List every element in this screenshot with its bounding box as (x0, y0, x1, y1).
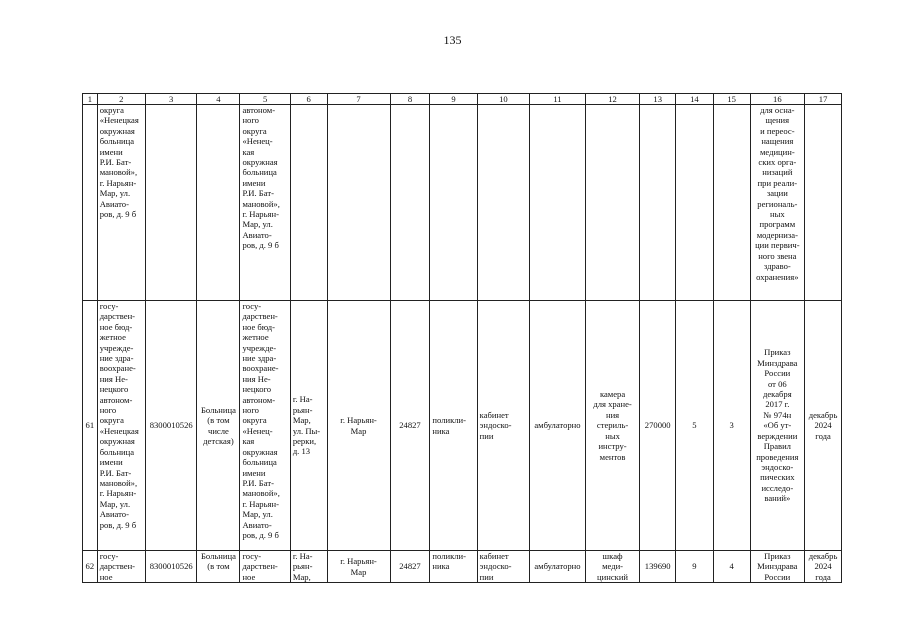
cell-text-line: воохране- (242, 363, 279, 374)
cell-text-line: больница (99, 136, 135, 147)
cell-text-line: Мар, ул. (99, 188, 131, 199)
cell-text-line: № 974н (763, 409, 792, 420)
cell-text-line: воохране- (99, 363, 136, 374)
table-cell (327, 301, 390, 551)
cell-text-line: детская) (203, 435, 234, 446)
column-number-cell: 7 (327, 94, 390, 105)
cell-text-line: меди- (602, 561, 624, 572)
column-number-cell: 3 (145, 94, 196, 105)
cell-text-line: пии (479, 571, 494, 582)
column-number-cell: 16 (750, 94, 805, 105)
cell-text-line: Мар (350, 425, 367, 436)
table-cell (290, 301, 327, 551)
cell-text-line: госу- (99, 551, 119, 561)
cell-text-line: 4 (729, 561, 734, 572)
cell-text-line: поликли- (432, 551, 467, 561)
cell-text-line: госу- (99, 301, 119, 311)
cell-text-line: ное (99, 571, 113, 582)
table-cell (240, 301, 290, 551)
table-cell (197, 301, 240, 551)
cell-text-line: имени (242, 177, 266, 188)
column-number-cell: 11 (530, 94, 586, 105)
cell-text-line: окружная (242, 157, 278, 168)
cell-text-line: ваний» (764, 493, 791, 504)
cell-text-line: эндоско- (479, 561, 512, 572)
column-number-cell: 1 (83, 94, 98, 105)
cell-text-line: региональ- (757, 198, 798, 209)
table-cell (430, 551, 477, 583)
cell-text-line: ции первич- (755, 240, 800, 251)
cell-text-line: Мар, ул. (242, 219, 273, 230)
table-cell (145, 301, 196, 551)
table-cell (585, 105, 640, 301)
cell-text-line: 61 (85, 420, 95, 431)
cell-text-line: Минздрава (757, 561, 798, 572)
cell-text-line: округа (242, 415, 267, 426)
cell-text-line: г. Нарьян- (99, 177, 137, 188)
table-cell (805, 301, 842, 551)
cell-text-line: исследо- (761, 482, 794, 493)
column-number-cell: 6 (290, 94, 327, 105)
table-cell (327, 551, 390, 583)
table-cell (805, 105, 842, 301)
cell-text-line: зации (766, 188, 788, 199)
table-cell (83, 105, 98, 301)
cell-text-line: нащения (761, 136, 794, 147)
cell-text-line: Мар, ул. (99, 498, 131, 509)
table-cell (83, 551, 98, 583)
cell-text-line: цинский (597, 571, 629, 582)
cell-text-line: ских орга- (758, 157, 797, 168)
cell-text-line: г. На- (292, 551, 313, 561)
cell-text-line: рьян- (292, 561, 313, 572)
cell-text-line: декабрь (808, 409, 838, 420)
cell-text-line: низаций (762, 167, 793, 178)
cell-text-line: «Ненец- (242, 425, 273, 436)
cell-text-line: кабинет (479, 551, 509, 561)
cell-text-line: 5 (692, 420, 697, 431)
cell-text-line: Приказ (764, 347, 791, 358)
table-cell (805, 551, 842, 583)
cell-text-line: имени (99, 457, 123, 468)
cell-text-line: учрежде- (242, 342, 277, 353)
cell-text-line: рьян- (292, 404, 313, 415)
cell-text-line: г. Нарьян- (242, 209, 279, 220)
cell-text-line: ния (605, 409, 620, 420)
cell-text-line: г. Нарьян- (340, 415, 377, 426)
cell-text-line: ул. Пы- (292, 425, 321, 436)
header-row (83, 94, 842, 105)
table-cell (197, 551, 240, 583)
cell-text-line: окружная (99, 125, 135, 136)
cell-text-line: Правил (763, 441, 791, 452)
cell-text-line: 24827 (399, 561, 421, 572)
cell-text-line: ние здра- (99, 353, 134, 364)
cell-text-line: д. 13 (292, 446, 311, 457)
cell-text-line: округа (99, 415, 124, 426)
cell-text-line: щения (765, 115, 790, 126)
cell-text-line: ров, д. 9 б (99, 209, 137, 220)
table-cell (240, 105, 290, 301)
cell-text-line: эндоско- (479, 420, 512, 431)
cell-text-line: охранения» (756, 271, 799, 282)
table-cell (145, 551, 196, 583)
cell-text-line: 62 (85, 561, 95, 572)
cell-text-line: Р.И. Бат- (99, 467, 132, 478)
cell-text-line: ных (770, 209, 785, 220)
cell-text-line: Р.И. Бат- (242, 477, 274, 488)
data-table (82, 93, 842, 583)
cell-text-line: ния Не- (242, 373, 271, 384)
cell-text-line: г. На- (292, 394, 313, 405)
cell-text-line: «Ненецкая (99, 425, 139, 436)
cell-text-line: кая (242, 436, 255, 447)
cell-text-line: ного (242, 405, 259, 416)
cell-text-line: дарствен- (242, 311, 278, 322)
cell-text-line: ное бюд- (99, 321, 133, 332)
cell-text-line: 2024 (814, 420, 832, 431)
table-cell (430, 105, 477, 301)
cell-text-line: 24827 (399, 420, 421, 431)
cell-text-line: Авиато- (99, 509, 129, 520)
cell-text-line: 8300010526 (149, 561, 193, 572)
table-cell (640, 105, 676, 301)
cell-text-line: Мар, (292, 415, 311, 426)
cell-text-line: округа (242, 125, 267, 136)
cell-text-line: Минздрава (757, 357, 798, 368)
cell-text-line: 9 (692, 561, 697, 572)
table-cell (97, 301, 145, 551)
table-cell (430, 301, 477, 551)
cell-text-line: шкаф (602, 551, 623, 561)
cell-text-line: года (815, 571, 831, 582)
cell-text-line: больница (242, 167, 277, 178)
cell-text-line: ника (432, 425, 450, 436)
cell-text-line: г. Нарьян- (99, 488, 137, 499)
table-cell (83, 301, 98, 551)
table-cell (585, 301, 640, 551)
cell-text-line: стериль- (596, 420, 629, 431)
table-cell (713, 301, 750, 551)
cell-text-line: мановой», (99, 167, 138, 178)
cell-text-line: госу- (242, 301, 262, 311)
cell-text-line: и переос- (760, 125, 795, 136)
cell-text-line: Мар, ул. (242, 509, 273, 520)
cell-text-line: мановой», (242, 488, 280, 499)
cell-text-line: госу- (242, 551, 262, 561)
cell-text-line: рерки, (292, 435, 317, 446)
cell-text-line: года (815, 430, 831, 441)
column-number-cell: 13 (640, 94, 676, 105)
cell-text-line: «Об ут- (763, 420, 792, 431)
table-cell (640, 551, 676, 583)
cell-text-line: Больница (200, 551, 236, 561)
cell-text-line: Мар (350, 566, 367, 577)
cell-text-line: медицин- (759, 146, 795, 157)
cell-text-line: Авиато- (242, 229, 272, 240)
cell-text-line: декабря (763, 389, 792, 400)
cell-text-line: эндоско- (761, 461, 794, 472)
table-cell (390, 551, 430, 583)
cell-text-line: ного (242, 115, 259, 126)
table-cell (97, 105, 145, 301)
cell-text-line: г. Нарьян- (242, 498, 279, 509)
cell-text-line: поликли- (432, 415, 467, 426)
table-cell (477, 551, 529, 583)
cell-text-line: амбулаторно (534, 561, 581, 572)
cell-text-line: имени (242, 467, 266, 478)
table-cell (750, 105, 805, 301)
table-cell (676, 551, 714, 583)
cell-text-line: ров, д. 9 б (242, 240, 279, 251)
table-cell (713, 551, 750, 583)
cell-text-line: окружная (99, 436, 135, 447)
cell-text-line: имени (99, 146, 123, 157)
table-cell (585, 551, 640, 583)
cell-text-line: кабинет (479, 409, 509, 420)
cell-text-line: Р.И. Бат- (242, 188, 274, 199)
column-number-cell: 9 (430, 94, 477, 105)
table-row (83, 105, 842, 301)
cell-text-line: ного (99, 405, 117, 416)
page-number: 135 (443, 33, 462, 47)
column-number-cell: 5 (240, 94, 290, 105)
cell-text-line: от 06 (767, 378, 787, 389)
cell-text-line: ния Не- (99, 373, 128, 384)
cell-text-line: Авиато- (242, 519, 272, 530)
cell-text-line: программ (759, 219, 796, 230)
table-cell (676, 105, 714, 301)
cell-text-line: России (764, 368, 791, 379)
column-number-cell: 2 (97, 94, 145, 105)
table-cell (640, 301, 676, 551)
cell-text-line: ное (242, 571, 256, 582)
cell-text-line: модерниза- (756, 229, 798, 240)
cell-text-line: автоном- (242, 105, 276, 115)
cell-text-line: здраво- (763, 261, 791, 272)
column-number-cell: 8 (390, 94, 430, 105)
cell-text-line: автоном- (242, 394, 276, 405)
column-number-cell: 17 (805, 94, 842, 105)
cell-text-line: больница (242, 457, 277, 468)
cell-text-line: г. Нарьян- (340, 556, 377, 567)
cell-text-line: России (764, 571, 791, 582)
table-cell (97, 551, 145, 583)
cell-text-line: учрежде- (99, 342, 134, 353)
table-cell (145, 105, 196, 301)
column-number-cell: 14 (676, 94, 714, 105)
cell-text-line: ров, д. 9 б (242, 529, 279, 540)
cell-text-line: верждении (757, 430, 798, 441)
table-cell (530, 301, 586, 551)
cell-text-line: 2024 (814, 561, 832, 572)
table-cell (240, 551, 290, 583)
table-row (83, 551, 842, 583)
table-cell (390, 301, 430, 551)
cell-text-line: 3 (729, 420, 734, 431)
cell-text-line: 8300010526 (149, 420, 193, 431)
table-cell (676, 301, 714, 551)
cell-text-line: для хране- (593, 399, 632, 410)
column-number-cell: 4 (197, 94, 240, 105)
cell-text-line: 270000 (644, 420, 671, 431)
cell-text-line: дарствен- (242, 561, 278, 572)
table-cell (530, 105, 586, 301)
cell-text-line: ника (432, 561, 450, 572)
table-cell (290, 551, 327, 583)
column-number-cell: 15 (713, 94, 750, 105)
cell-text-line: числе (208, 425, 229, 436)
cell-text-line: (в том (207, 561, 230, 572)
cell-text-line: Авиато- (99, 198, 129, 209)
table-row (83, 301, 842, 551)
table-cell (530, 551, 586, 583)
cell-text-line: нецкого (242, 384, 272, 395)
cell-text-line: пии (479, 430, 494, 441)
cell-text-line: 2017 г. (765, 399, 790, 410)
cell-text-line: для осна- (760, 105, 795, 115)
cell-text-line: амбулаторно (534, 420, 581, 431)
cell-text-line: жетное (99, 332, 126, 343)
cell-text-line: жетное (242, 332, 269, 343)
cell-text-line: мановой», (242, 198, 280, 209)
cell-text-line: ное бюд- (242, 321, 275, 332)
cell-text-line: дарствен- (99, 561, 136, 572)
cell-text-line: Больница (200, 404, 236, 415)
cell-text-line: кая (242, 146, 255, 157)
cell-text-line: ного звена (758, 250, 797, 261)
column-number-cell: 12 (585, 94, 640, 105)
cell-text-line: (в том (207, 415, 230, 426)
cell-text-line: Мар, (292, 571, 311, 582)
cell-text-line: округа (99, 105, 124, 115)
cell-text-line: инстру- (598, 441, 627, 452)
cell-text-line: проведения (756, 451, 799, 462)
cell-text-line: автоном- (99, 394, 133, 405)
cell-text-line: ние здра- (242, 353, 277, 364)
cell-text-line: «Ненецкая (99, 115, 139, 126)
cell-text-line: ров, д. 9 б (99, 519, 137, 530)
cell-text-line: ментов (599, 451, 626, 462)
cell-text-line: пических (760, 472, 795, 483)
table-cell (477, 105, 529, 301)
column-number-cell: 10 (477, 94, 529, 105)
cell-text-line: декабрь (808, 551, 838, 561)
table-cell (750, 551, 805, 583)
table-cell (713, 105, 750, 301)
cell-text-line: дарствен- (99, 311, 136, 322)
cell-text-line: Приказ (764, 551, 791, 561)
cell-text-line: больница (99, 446, 135, 457)
table-cell (327, 105, 390, 301)
table-cell (390, 105, 430, 301)
table-cell (750, 301, 805, 551)
cell-text-line: нецкого (99, 384, 129, 395)
cell-text-line: камера (599, 389, 626, 400)
cell-text-line: 139690 (644, 561, 671, 572)
cell-text-line: «Ненец- (242, 136, 273, 147)
cell-text-line: мановой», (99, 477, 138, 488)
cell-text-line: при реали- (757, 177, 798, 188)
table-cell (197, 105, 240, 301)
table-cell (290, 105, 327, 301)
cell-text-line: окружная (242, 446, 278, 457)
cell-text-line: Р.И. Бат- (99, 157, 132, 168)
cell-text-line: ных (605, 430, 620, 441)
table-cell (477, 301, 529, 551)
